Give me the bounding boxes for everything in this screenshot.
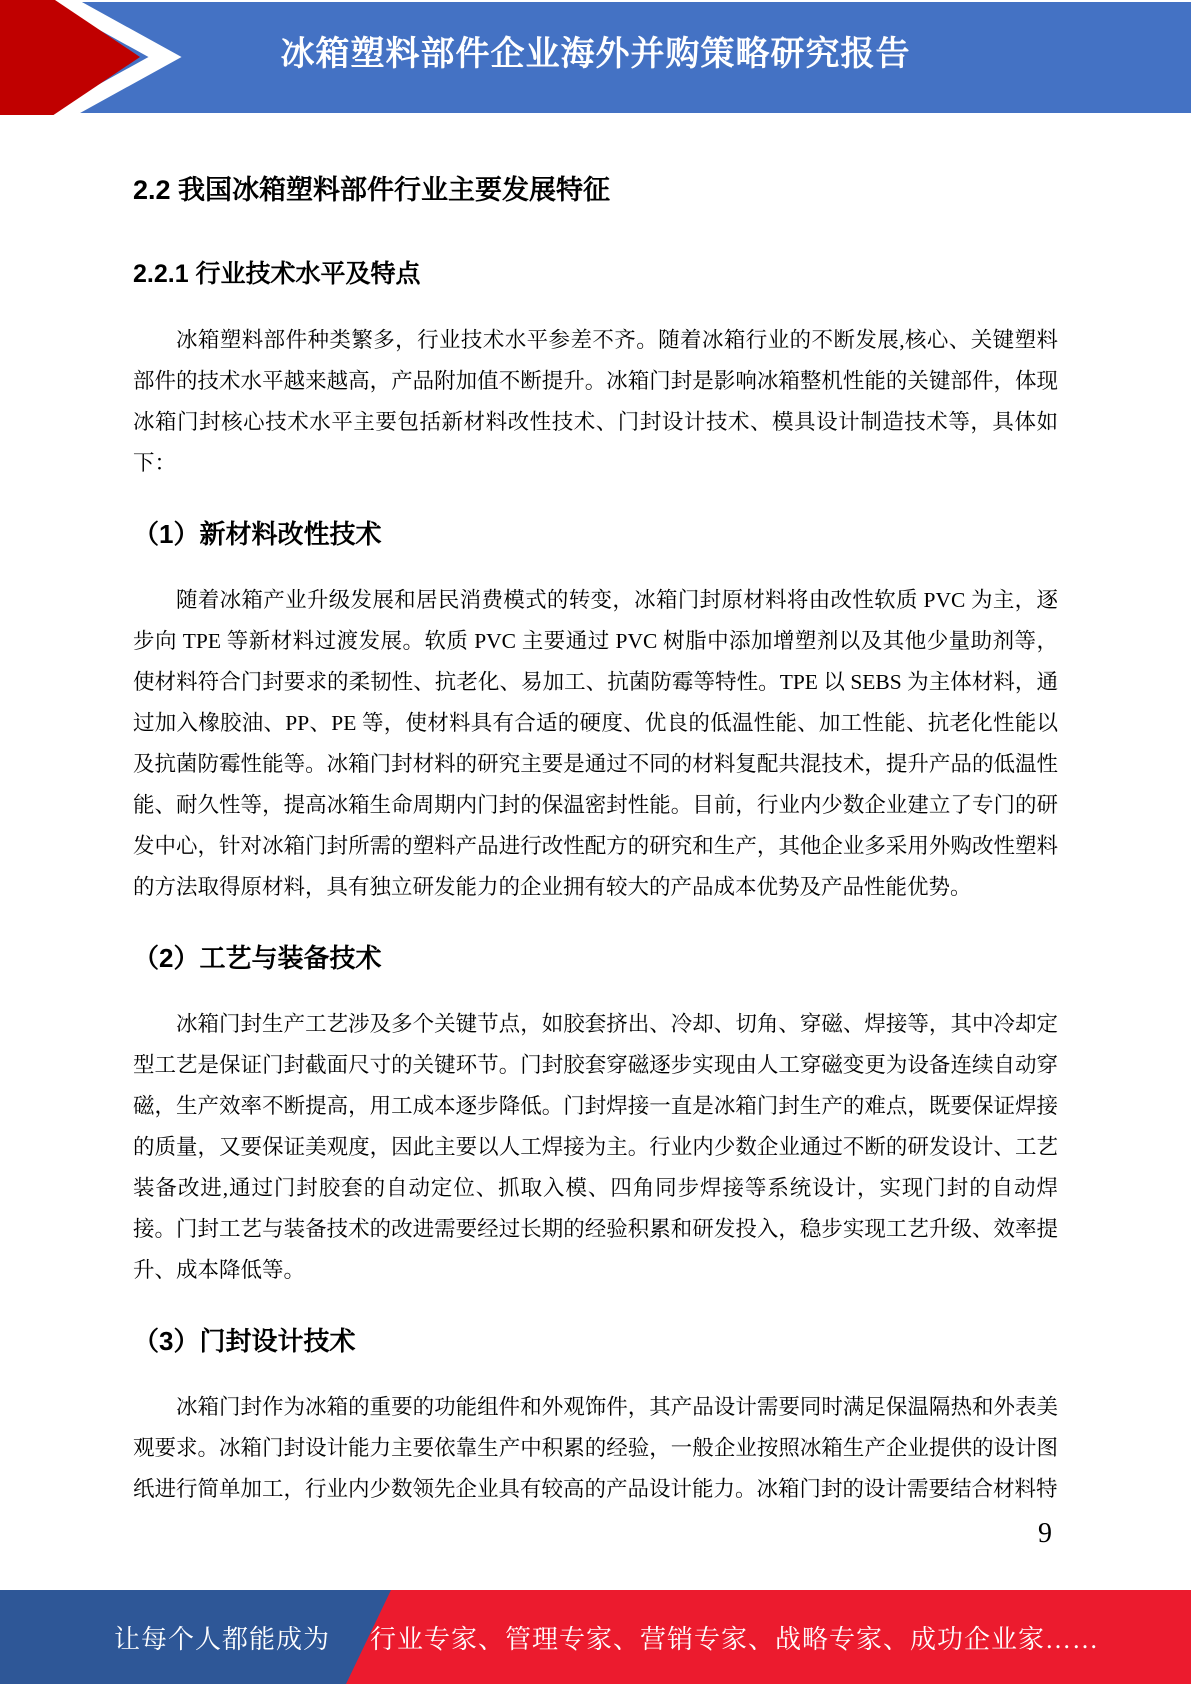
document-body — [0, 115, 1191, 1550]
item-paragraph-3: 冰箱门封作为冰箱的重要的功能组件和外观饰件，其产品设计需要同时满足保温隔热和外表美观要求。冰箱门封设计能力主要依靠生产中积累的经验，一般企业按照冰箱生产企业提供的设计图纸进行简单加工，行业内少数领先企业具有较高的产品设计能力。冰箱门封的设计需要结合材料特 — [133, 1395, 1058, 1501]
section-heading: 2.2 我国冰箱塑料部件行业主要发展特征 — [133, 175, 611, 205]
item-heading-2: （2）工艺与装备技术 — [133, 943, 382, 973]
item-heading-3: （3）门封设计技术 — [133, 1326, 356, 1356]
footer-slogan-right: 行业专家、管理专家、营销专家、战略专家、成功企业家…… — [370, 1624, 1100, 1654]
item-paragraph-1: 随着冰箱产业升级发展和居民消费模式的转变，冰箱门封原材料将由改性软质 PVC 为主，逐步向 TPE 等新材料过渡发展。软质 PVC 主要通过 PVC 树脂中添加增塑剂以及其他少量助剂等，使材料符合门封要求的柔韧性、抗老化、易加工、抗菌防霉等特性。TPE 以 SEBS 为主体材料，通过加入橡胶油、PP、PE 等，使材料具有合适的硬度、优良的低温性能、加工性能、抗老化性能以及抗菌防霉性能等。冰箱门封材料的研究主要是通过不同的材料复配共混技术，提升产品的低温性能、耐久性等，提高冰箱生命周期内门封的保温密封性能。目前，行业内少数企业建立了专门的研发中心，针对冰箱门封所需的塑料产品进行改性配方的研究和生产，其他企业多采用外购改性塑料的方法取得原材料，具有独立研发能力的企业拥有较大的产品成本优势及产品性能优势。 — [133, 588, 1058, 899]
item-heading-1: （1）新材料改性技术 — [133, 519, 382, 549]
footer-slogan-left: 让每个人都能成为 — [113, 1624, 330, 1654]
page-number: 9 — [1038, 1518, 1052, 1549]
header-banner — [0, 0, 1191, 115]
item-paragraph-2: 冰箱门封生产工艺涉及多个关键节点，如胶套挤出、冷却、切角、穿磁、焊接等，其中冷却定型工艺是保证门封截面尺寸的关键环节。门封胶套穿磁逐步实现由人工穿磁变更为设备连续自动穿磁，生产效率不断提高，用工成本逐步降低。门封焊接一直是冰箱门封生产的难点，既要保证焊接的质量，又要保证美观度，因此主要以人工焊接为主。行业内少数企业通过不断的研发设计、工艺装备改进,通过门封胶套的自动定位、抓取入模、四角同步焊接等系统设计，实现门封的自动焊接。门封工艺与装备技术的改进需要经过长期的经验积累和研发投入，稳步实现工艺升级、效率提升、成本降低等。 — [133, 1012, 1058, 1282]
intro-paragraph: 冰箱塑料部件种类繁多，行业技术水平参差不齐。随着冰箱行业的不断发展,核心、关键塑料部件的技术水平越来越高，产品附加值不断提升。冰箱门封是影响冰箱整机性能的关键部件，体现冰箱门封核心技术水平主要包括新材料改性技术、门封设计技术、模具设计制造技术等，具体如下： — [133, 328, 1058, 475]
footer-banner — [0, 1590, 1191, 1684]
subsection-heading: 2.2.1 行业技术水平及特点 — [133, 260, 421, 288]
report-title: 冰箱塑料部件企业海外并购策略研究报告 — [280, 34, 911, 73]
